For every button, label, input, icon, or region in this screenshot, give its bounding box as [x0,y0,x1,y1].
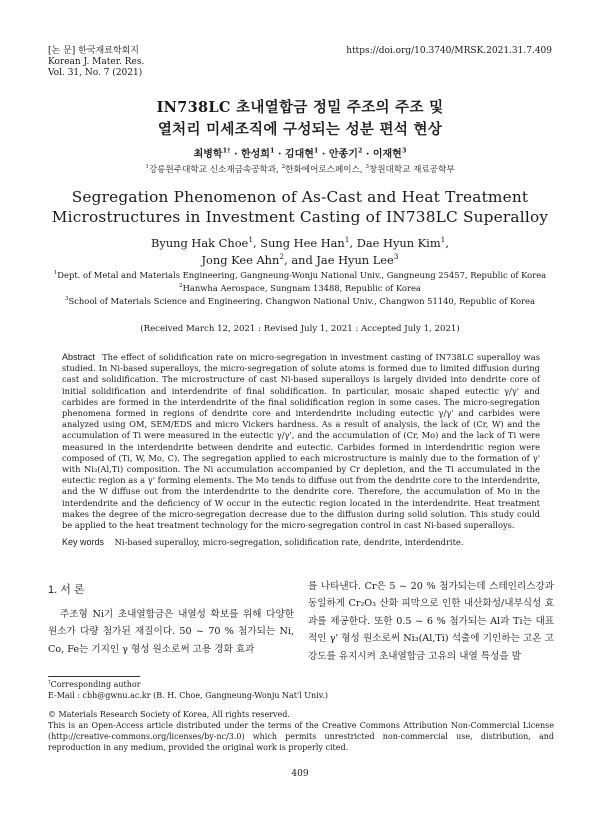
affiliation-en-1: $^1$Dept. of Metal and Materials Engineering, Gangneung-Wonju National Univ., Gangneung 25457, Republic of Korea [53,270,547,280]
doi-link[interactable]: https://doi.org/10.3740/MRSK.2021.31.7.409 [346,46,552,56]
abstract [62,352,540,531]
affiliations-kr: $^1$강릉원주대학교 신소재금속공학과, $^2$한화에어로스페이스, $^3$창원대학교 재료공학부 [145,164,455,175]
title-en-line-2: Microstructures in Investment Casting of IN738LC Superalloy [51,208,549,226]
affiliation-en-2: $^2$Hanwha Aerospace, Sungnam 13488, Republic of Korea [179,283,421,293]
copyright-notice: © Materials Research Society of Korea, All rights reserved. [48,710,290,719]
keywords-text: Ni-based superalloy, micro-segregation, solidification rate, dendrite, interdendrite. [114,537,464,547]
license-text: This is an Open-Access article distributed under the terms of the Creative Commons Attribution Non-Commercial License (http://creative-commons.org/licenses/by-nc/3.0) which permits unrestricted non-commercial use, distribution, and reproduction in any medium, provided the original work is properly cited. [48,721,554,753]
section-heading: 1. 서 론 [48,584,85,596]
body-right-column: 를 나타낸다. Cr은 5 ~ 20 % 첨가되는데 스테인리스강과 동일하게 Cr₂O₃ 산화 피막으로 인한 내산화성/내부식성 효과를 제공한다. 또한 0.5 ~ 6 % 첨가되는 Al과 Ti는 대표적인 γ' 형성 원소로써 Ni₃(Al,Ti) 석출에 기인하는 고온 고강도를 유지시켜 초내열합금 고유의 내열 특성을 발 [308,581,554,662]
author-email[interactable]: E-Mail : cbh@gwnu.ac.kr (B. H. Choe, Gangneung-Wonju Nat'l Univ.) [48,691,328,700]
title-kr-line-2: 열처리 미세조직에 구성되는 성분 편석 현상 [157,121,443,138]
authors-en-line-1: Byung Hak Choe$^1$, Sung Hee Han$^1$, Dae Hyun Kim$^1$, [151,235,449,250]
footnote-rule [48,676,140,677]
affiliation-en-3: $^3$School of Materials Science and Engineering. Changwon National Univ., Changwon 51140, Republic of Korea [64,296,536,306]
keywords [62,537,540,547]
journal-volume[interactable]: Vol. 31, No. 7 (2021) [48,68,143,78]
authors-en-line-2: Jong Kee Ahn$^2$, and Jae Hyun Lee$^3$ [201,252,399,267]
journal-name-kr: [논 문] 한국재료학회지 [48,46,139,56]
body-left-column: 주조형 Ni기 초내열합금은 내열성 확보를 위해 다양한 원소가 다량 첨가된 재질이다. 50 ~ 70 % 첨가되는 Ni, Co, Fe는 기지인 γ 형성 원소로써 고용 경화 효과 [48,609,294,655]
received-dates: (Received March 12, 2021 : Revised July 1, 2021 : Accepted July 1, 2021) [140,324,460,334]
journal-name-en: Korean J. Mater. Res. [48,57,145,67]
keywords-label: Key words [62,537,105,547]
corresponding-author: †Corresponding author [48,679,141,689]
abstract-label: Abstract [62,352,96,362]
abstract-text: The effect of solidification rate on micro-segregation in investment casting of IN738LC superalloy was studied. In Ni-based superalloys, the micro-segregation of solute atoms is formed due to limited diffusion during cast and solidification. The microstructure of cast Ni-based superalloys is largely divided into dendrite core of initial solidification and interdendrite of final solidification. In particular, mosaic shaped eutectic γ/γ' and carbides are formed in the interdendrite of the final solidification region in some cases. The micro-segregation phenomena formed in regions of dendrite core and interdendrite including eutectic γ/γ' and carbides were analyzed using OM, SEM/EDS and micro Vickers hardness. As a result of analysis, the lack of (Cr, W) and the accumulation of Ti were measured in the eutectic γ/γ', and the accumulation of (Cr, Mo) and the lack of Ti were measured in the interdendrite between dendrite and eutectic. Carbides formed in interdendritic region were composed of (Ti, W, Mo, C). The segregation applied to each microstructure is mainly due to the formation of γ' with Ni₃(Al,Ti) composition. The Ni accumulation accompanied by Cr depletion, and the Ti accumulated in the eutectic region as a γ' forming elements. The Mo tends to diffuse out from the dendrite core to the interdendrite, and the W diffuse out from the interdendrite to the dendrite core. Therefore, the accumulation of Mo in the interdendrite and the deficiency of W occur in the eutectic region located in the interdendrite. Heat treatment makes the degree of the micro-segregation decrease due to the diffusion during solid solution. This study could be applied to the heat treatment technology for the micro-segregation control in cast Ni-based superalloys. [62,352,540,531]
page-number: 409 [291,769,309,779]
authors-kr: 최병학$^{1\dagger}$ · 한성희$^1$ · 김대현$^1$ · 안종기$^2$ · 이재현$^3$ [193,146,407,160]
title-kr-line-1: IN738LC 초내열합금 정밀 주조의 주조 및 [156,99,444,116]
title-en-line-1: Segregation Phenomenon of As-Cast and Heat Treatment [71,188,529,206]
